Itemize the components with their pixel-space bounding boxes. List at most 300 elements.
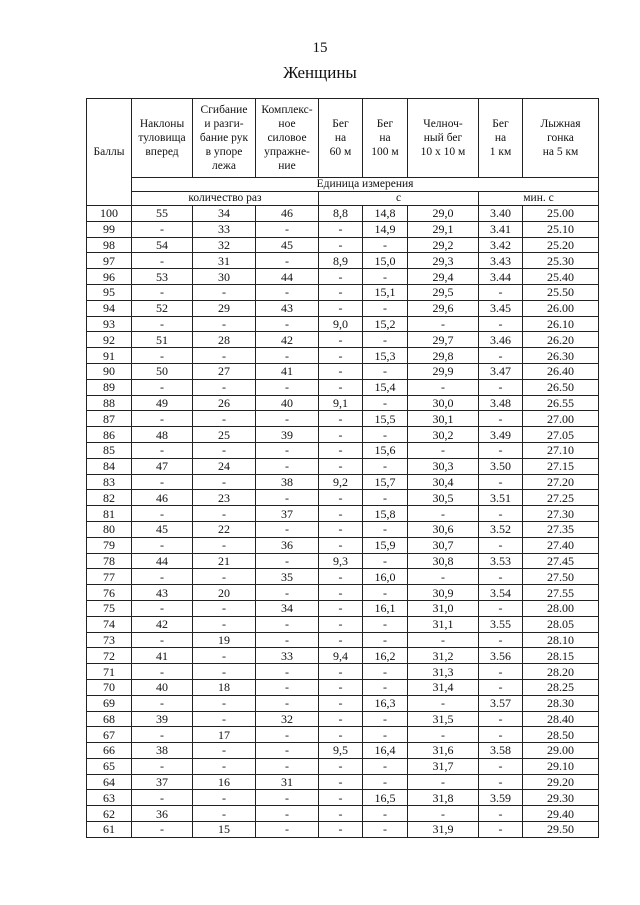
value-cell: - — [319, 679, 363, 695]
value-cell: 40 — [132, 679, 193, 695]
value-cell: - — [256, 253, 319, 269]
value-cell: - — [319, 569, 363, 585]
points-cell: 88 — [87, 395, 132, 411]
value-cell: 17 — [193, 727, 256, 743]
points-cell: 89 — [87, 379, 132, 395]
value-cell: 15,4 — [363, 379, 408, 395]
value-cell: 35 — [256, 569, 319, 585]
value-cell: 28.00 — [523, 600, 599, 616]
value-cell: 30,0 — [408, 395, 479, 411]
value-cell: 3.45 — [479, 300, 523, 316]
table-row — [87, 411, 599, 427]
value-cell: 25.50 — [523, 284, 599, 300]
value-cell: 27.40 — [523, 537, 599, 553]
value-cell: - — [479, 506, 523, 522]
value-cell: 29,1 — [408, 221, 479, 237]
points-cell: 64 — [87, 774, 132, 790]
value-cell: 8,9 — [319, 253, 363, 269]
value-cell: 28.50 — [523, 727, 599, 743]
value-cell: 3.40 — [479, 206, 523, 222]
table-row — [87, 474, 599, 490]
value-cell: 25 — [193, 427, 256, 443]
points-cell: 76 — [87, 585, 132, 601]
value-cell: 8,8 — [319, 206, 363, 222]
value-cell: - — [319, 363, 363, 379]
value-cell: 27.15 — [523, 458, 599, 474]
value-cell: - — [319, 442, 363, 458]
value-cell: 22 — [193, 521, 256, 537]
value-cell: - — [132, 822, 193, 838]
value-cell: 28.05 — [523, 616, 599, 632]
value-cell: 51 — [132, 332, 193, 348]
value-cell: 34 — [193, 206, 256, 222]
value-cell: 3.55 — [479, 616, 523, 632]
value-cell: - — [319, 758, 363, 774]
table-row — [87, 822, 599, 838]
value-cell: - — [319, 695, 363, 711]
value-cell: - — [319, 332, 363, 348]
table-row — [87, 553, 599, 569]
points-cell: 90 — [87, 363, 132, 379]
value-cell: 36 — [132, 806, 193, 822]
value-cell: - — [193, 616, 256, 632]
value-cell: 31,0 — [408, 600, 479, 616]
value-cell: 31 — [193, 253, 256, 269]
value-cell: - — [193, 790, 256, 806]
header-torso-bends: Наклоны туловища вперед — [132, 99, 193, 178]
value-cell: 31,8 — [408, 790, 479, 806]
value-cell: 27 — [193, 363, 256, 379]
value-cell: 30,9 — [408, 585, 479, 601]
table-row — [87, 506, 599, 522]
value-cell: 16,5 — [363, 790, 408, 806]
value-cell: - — [193, 442, 256, 458]
value-cell: 34 — [256, 600, 319, 616]
value-cell: - — [319, 490, 363, 506]
header-pushups: Сгибание и разги- бание рук в упоре лежа — [193, 99, 256, 178]
value-cell: 3.41 — [479, 221, 523, 237]
value-cell: 21 — [193, 553, 256, 569]
value-cell: - — [363, 679, 408, 695]
value-cell: - — [132, 348, 193, 364]
value-cell: 9,4 — [319, 648, 363, 664]
value-cell: - — [256, 806, 319, 822]
value-cell: - — [319, 269, 363, 285]
value-cell: - — [132, 695, 193, 711]
value-cell: - — [479, 711, 523, 727]
value-cell: 29,6 — [408, 300, 479, 316]
value-cell: - — [256, 616, 319, 632]
value-cell: - — [319, 632, 363, 648]
value-cell: 31,7 — [408, 758, 479, 774]
value-cell: - — [256, 284, 319, 300]
value-cell: - — [479, 600, 523, 616]
value-cell: - — [132, 253, 193, 269]
value-cell: - — [132, 379, 193, 395]
points-cell: 93 — [87, 316, 132, 332]
value-cell: - — [132, 537, 193, 553]
table-row — [87, 600, 599, 616]
value-cell: - — [256, 553, 319, 569]
value-cell: 29.40 — [523, 806, 599, 822]
value-cell: - — [479, 411, 523, 427]
value-cell: 28 — [193, 332, 256, 348]
value-cell: - — [479, 348, 523, 364]
value-cell: 26.50 — [523, 379, 599, 395]
value-cell: 54 — [132, 237, 193, 253]
value-cell: 36 — [256, 537, 319, 553]
standards-table — [86, 98, 599, 838]
value-cell: - — [256, 316, 319, 332]
value-cell: - — [363, 727, 408, 743]
value-cell: 16,3 — [363, 695, 408, 711]
value-cell: - — [479, 822, 523, 838]
value-cell: - — [408, 695, 479, 711]
header-run-1km: Бег на 1 км — [479, 99, 523, 178]
value-cell: - — [256, 664, 319, 680]
value-cell: - — [319, 727, 363, 743]
value-cell: 29,0 — [408, 206, 479, 222]
value-cell: - — [363, 758, 408, 774]
value-cell: - — [256, 221, 319, 237]
value-cell: 31,2 — [408, 648, 479, 664]
value-cell: - — [319, 458, 363, 474]
value-cell: 27.05 — [523, 427, 599, 443]
value-cell: 15,8 — [363, 506, 408, 522]
value-cell: 15,9 — [363, 537, 408, 553]
points-cell: 91 — [87, 348, 132, 364]
value-cell: - — [256, 758, 319, 774]
value-cell: 18 — [193, 679, 256, 695]
value-cell: - — [319, 348, 363, 364]
value-cell: 3.53 — [479, 553, 523, 569]
value-cell: 26.10 — [523, 316, 599, 332]
value-cell: 3.50 — [479, 458, 523, 474]
value-cell: 3.59 — [479, 790, 523, 806]
value-cell: - — [363, 237, 408, 253]
value-cell: 47 — [132, 458, 193, 474]
points-cell: 77 — [87, 569, 132, 585]
value-cell: 25.00 — [523, 206, 599, 222]
points-cell: 65 — [87, 758, 132, 774]
header-complex-strength: Комплекс- ное силовое упражне- ние — [256, 99, 319, 178]
value-cell: 46 — [132, 490, 193, 506]
value-cell: 3.57 — [479, 695, 523, 711]
value-cell: 9,5 — [319, 743, 363, 759]
value-cell: - — [363, 332, 408, 348]
value-cell: 28.25 — [523, 679, 599, 695]
value-cell: 15 — [193, 822, 256, 838]
value-cell: 45 — [132, 521, 193, 537]
value-cell: 3.42 — [479, 237, 523, 253]
value-cell: - — [256, 379, 319, 395]
value-cell: - — [363, 711, 408, 727]
value-cell: - — [408, 569, 479, 585]
value-cell: 28.40 — [523, 711, 599, 727]
value-cell: - — [256, 743, 319, 759]
value-cell: - — [132, 569, 193, 585]
points-cell: 95 — [87, 284, 132, 300]
value-cell: - — [363, 585, 408, 601]
table-row — [87, 679, 599, 695]
value-cell: 43 — [132, 585, 193, 601]
value-cell: - — [363, 363, 408, 379]
value-cell: 3.56 — [479, 648, 523, 664]
value-cell: 26.20 — [523, 332, 599, 348]
value-cell: - — [363, 616, 408, 632]
points-cell: 94 — [87, 300, 132, 316]
value-cell: - — [256, 790, 319, 806]
value-cell: - — [256, 632, 319, 648]
value-cell: 9,0 — [319, 316, 363, 332]
value-cell: 3.58 — [479, 743, 523, 759]
value-cell: - — [319, 585, 363, 601]
table-row — [87, 284, 599, 300]
value-cell: - — [319, 600, 363, 616]
value-cell: - — [256, 411, 319, 427]
value-cell: 32 — [193, 237, 256, 253]
value-cell: - — [479, 537, 523, 553]
value-cell: - — [319, 379, 363, 395]
value-cell: 3.48 — [479, 395, 523, 411]
value-cell: - — [193, 316, 256, 332]
value-cell: - — [132, 664, 193, 680]
value-cell: 29 — [193, 300, 256, 316]
unit-of-measure-label: Единица измерения — [132, 178, 599, 192]
value-cell: - — [363, 822, 408, 838]
table-row — [87, 806, 599, 822]
unit-seconds: с — [319, 192, 479, 206]
points-cell: 84 — [87, 458, 132, 474]
value-cell: - — [363, 490, 408, 506]
value-cell: - — [363, 458, 408, 474]
value-cell: 33 — [193, 221, 256, 237]
value-cell: - — [408, 506, 479, 522]
points-cell: 99 — [87, 221, 132, 237]
value-cell: 19 — [193, 632, 256, 648]
table-row — [87, 253, 599, 269]
value-cell: - — [479, 569, 523, 585]
value-cell: - — [479, 442, 523, 458]
header-ski-5km: Лыжная гонка на 5 км — [523, 99, 599, 178]
value-cell: 16,1 — [363, 600, 408, 616]
table-row — [87, 743, 599, 759]
value-cell: - — [193, 348, 256, 364]
points-cell: 61 — [87, 822, 132, 838]
value-cell: 3.46 — [479, 332, 523, 348]
points-cell: 72 — [87, 648, 132, 664]
table-row — [87, 348, 599, 364]
points-cell: 69 — [87, 695, 132, 711]
value-cell: - — [193, 379, 256, 395]
value-cell: 43 — [256, 300, 319, 316]
value-cell: - — [363, 395, 408, 411]
value-cell: - — [132, 221, 193, 237]
value-cell: 9,3 — [319, 553, 363, 569]
value-cell: - — [193, 600, 256, 616]
value-cell: - — [132, 600, 193, 616]
value-cell: - — [408, 774, 479, 790]
value-cell: 3.52 — [479, 521, 523, 537]
value-cell: - — [479, 316, 523, 332]
value-cell: 31,4 — [408, 679, 479, 695]
page-number: 15 — [312, 40, 328, 56]
value-cell: - — [256, 442, 319, 458]
value-cell: - — [256, 521, 319, 537]
value-cell: 31,3 — [408, 664, 479, 680]
value-cell: 29,8 — [408, 348, 479, 364]
value-cell: 27.20 — [523, 474, 599, 490]
value-cell: - — [479, 284, 523, 300]
value-cell: - — [132, 474, 193, 490]
table-row — [87, 221, 599, 237]
value-cell: 14,9 — [363, 221, 408, 237]
value-cell: 26.00 — [523, 300, 599, 316]
table-row — [87, 395, 599, 411]
value-cell: 28.20 — [523, 664, 599, 680]
table-row — [87, 490, 599, 506]
value-cell: 42 — [256, 332, 319, 348]
value-cell: 16 — [193, 774, 256, 790]
value-cell: 24 — [193, 458, 256, 474]
value-cell: - — [363, 664, 408, 680]
points-cell: 68 — [87, 711, 132, 727]
value-cell: - — [319, 427, 363, 443]
value-cell: 30,3 — [408, 458, 479, 474]
value-cell: - — [408, 379, 479, 395]
value-cell: - — [363, 521, 408, 537]
value-cell: 26 — [193, 395, 256, 411]
value-cell: - — [193, 758, 256, 774]
value-cell: 44 — [132, 553, 193, 569]
value-cell: 28.30 — [523, 695, 599, 711]
value-cell: - — [132, 790, 193, 806]
value-cell: 28.10 — [523, 632, 599, 648]
value-cell: 27.00 — [523, 411, 599, 427]
value-cell: 15,7 — [363, 474, 408, 490]
value-cell: 29,3 — [408, 253, 479, 269]
table-row — [87, 648, 599, 664]
value-cell: 31,1 — [408, 616, 479, 632]
value-cell: 37 — [256, 506, 319, 522]
value-cell: - — [256, 458, 319, 474]
value-cell: - — [479, 758, 523, 774]
value-cell: 29,4 — [408, 269, 479, 285]
value-cell: 3.44 — [479, 269, 523, 285]
value-cell: 30,8 — [408, 553, 479, 569]
value-cell: 25.40 — [523, 269, 599, 285]
value-cell: 46 — [256, 206, 319, 222]
value-cell: 31,6 — [408, 743, 479, 759]
points-cell: 85 — [87, 442, 132, 458]
value-cell: 29.30 — [523, 790, 599, 806]
value-cell: 29.20 — [523, 774, 599, 790]
value-cell: - — [479, 632, 523, 648]
value-cell: 26.30 — [523, 348, 599, 364]
value-cell: 15,3 — [363, 348, 408, 364]
table-row — [87, 442, 599, 458]
value-cell: - — [363, 632, 408, 648]
value-cell: 27.55 — [523, 585, 599, 601]
value-cell: 23 — [193, 490, 256, 506]
value-cell: - — [256, 679, 319, 695]
points-cell: 82 — [87, 490, 132, 506]
value-cell: 38 — [132, 743, 193, 759]
value-cell: 9,1 — [319, 395, 363, 411]
value-cell: 32 — [256, 711, 319, 727]
points-cell: 62 — [87, 806, 132, 822]
value-cell: 53 — [132, 269, 193, 285]
value-cell: 31 — [256, 774, 319, 790]
points-cell: 73 — [87, 632, 132, 648]
value-cell: 30,7 — [408, 537, 479, 553]
table-row — [87, 585, 599, 601]
value-cell: 27.50 — [523, 569, 599, 585]
header-run-60m: Бег на 60 м — [319, 99, 363, 178]
value-cell: - — [132, 632, 193, 648]
value-cell: 29.50 — [523, 822, 599, 838]
table-row — [87, 427, 599, 443]
table-row — [87, 206, 599, 222]
value-cell: - — [319, 537, 363, 553]
value-cell: 27.25 — [523, 490, 599, 506]
value-cell: 16,0 — [363, 569, 408, 585]
value-cell: - — [193, 711, 256, 727]
value-cell: 29.10 — [523, 758, 599, 774]
value-cell: 15,2 — [363, 316, 408, 332]
value-cell: - — [132, 758, 193, 774]
value-cell: - — [319, 664, 363, 680]
value-cell: 41 — [256, 363, 319, 379]
table-row — [87, 695, 599, 711]
value-cell: 27.10 — [523, 442, 599, 458]
value-cell: - — [193, 411, 256, 427]
points-cell: 96 — [87, 269, 132, 285]
value-cell: - — [319, 300, 363, 316]
table-row — [87, 537, 599, 553]
table-row — [87, 300, 599, 316]
value-cell: 39 — [256, 427, 319, 443]
value-cell: - — [363, 269, 408, 285]
value-cell: - — [319, 822, 363, 838]
table-row — [87, 711, 599, 727]
value-cell: - — [193, 743, 256, 759]
value-cell: 30,2 — [408, 427, 479, 443]
value-cell: 27.45 — [523, 553, 599, 569]
table-row — [87, 774, 599, 790]
header-shuttle-run: Челноч- ный бег 10 х 10 м — [408, 99, 479, 178]
value-cell: - — [363, 774, 408, 790]
points-cell: 74 — [87, 616, 132, 632]
value-cell: - — [408, 727, 479, 743]
value-cell: 14,8 — [363, 206, 408, 222]
value-cell: 16,2 — [363, 648, 408, 664]
value-cell: - — [363, 427, 408, 443]
points-cell: 75 — [87, 600, 132, 616]
value-cell: - — [408, 806, 479, 822]
header-points: Баллы — [87, 99, 132, 206]
points-cell: 97 — [87, 253, 132, 269]
points-cell: 78 — [87, 553, 132, 569]
value-cell: - — [256, 727, 319, 743]
value-cell: 31,9 — [408, 822, 479, 838]
table-row — [87, 790, 599, 806]
value-cell: 25.20 — [523, 237, 599, 253]
table-row — [87, 269, 599, 285]
value-cell: 31,5 — [408, 711, 479, 727]
value-cell: 45 — [256, 237, 319, 253]
value-cell: 3.49 — [479, 427, 523, 443]
